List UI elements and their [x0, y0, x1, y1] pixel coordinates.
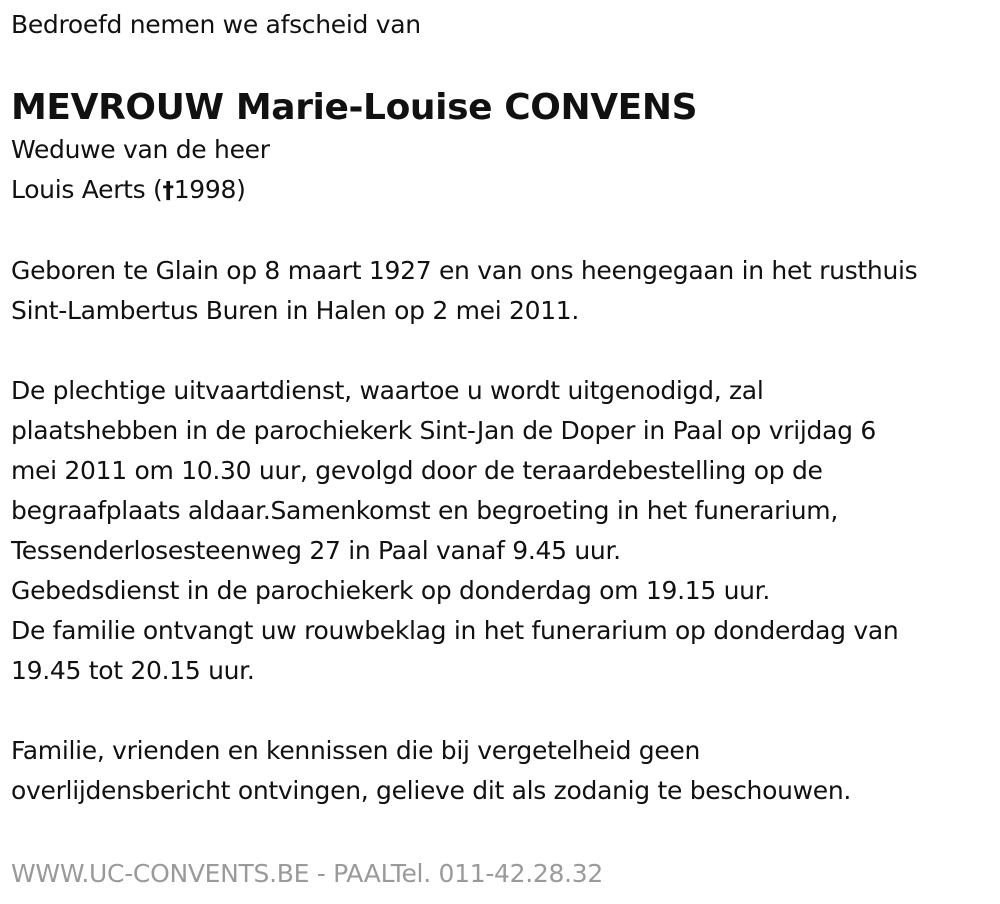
condolence-line: 19.45 tot 20.15 uur. [11, 656, 255, 685]
notice-line: Familie, vrienden en kennissen die bij vergetelheid geen [11, 736, 701, 765]
spacer [11, 211, 996, 251]
birth-line: Sint-Lambertus Buren in Halen op 2 mei 2011. [11, 296, 580, 325]
spouse-death-year: 1998) [173, 175, 246, 204]
spouse-line [11, 170, 996, 211]
intro-text: Bedroefd nemen we afscheid van [11, 10, 421, 39]
service-line: De plechtige uitvaartdienst, waartoe u wordt uitgenodigd, zal [11, 376, 764, 405]
spacer [11, 331, 996, 371]
condolence-line: De familie ontvangt uw rouwbeklag in het funerarium op donderdag van [11, 616, 899, 645]
widow-of-text: Weduwe van de heer [11, 135, 270, 164]
footer-contact: WWW.UC-CONVENTS.BE - PAALTel. 011-42.28.32 [11, 859, 603, 888]
spouse-name: Louis Aerts ( [11, 175, 163, 204]
service-line: plaatshebben in de parochiekerk Sint-Jan de Doper in Paal op vrijdag 6 [11, 416, 876, 445]
spacer [11, 691, 996, 731]
deceased-name: MEVROUW Marie-Louise CONVENS [11, 87, 698, 128]
service-line: begraafplaats aldaar.Samenkomst en begroeting in het funerarium, [11, 496, 839, 525]
service-line: Tessenderlosesteenweg 27 in Paal vanaf 9.45 uur. [11, 536, 621, 565]
service-line: mei 2011 om 10.30 uur, gevolgd door de teraardebestelling op de [11, 456, 823, 485]
birth-line: Geboren te Glain op 8 maart 1927 en van ons heengegaan in het rusthuis [11, 256, 918, 285]
cross-icon: † [162, 178, 174, 204]
prayer-service-line: Gebedsdienst in de parochiekerk op donderdag om 19.15 uur. [11, 576, 770, 605]
obituary-notice [11, 0, 996, 811]
notice-line: overlijdensbericht ontvingen, gelieve dit als zodanig te beschouwen. [11, 776, 852, 805]
